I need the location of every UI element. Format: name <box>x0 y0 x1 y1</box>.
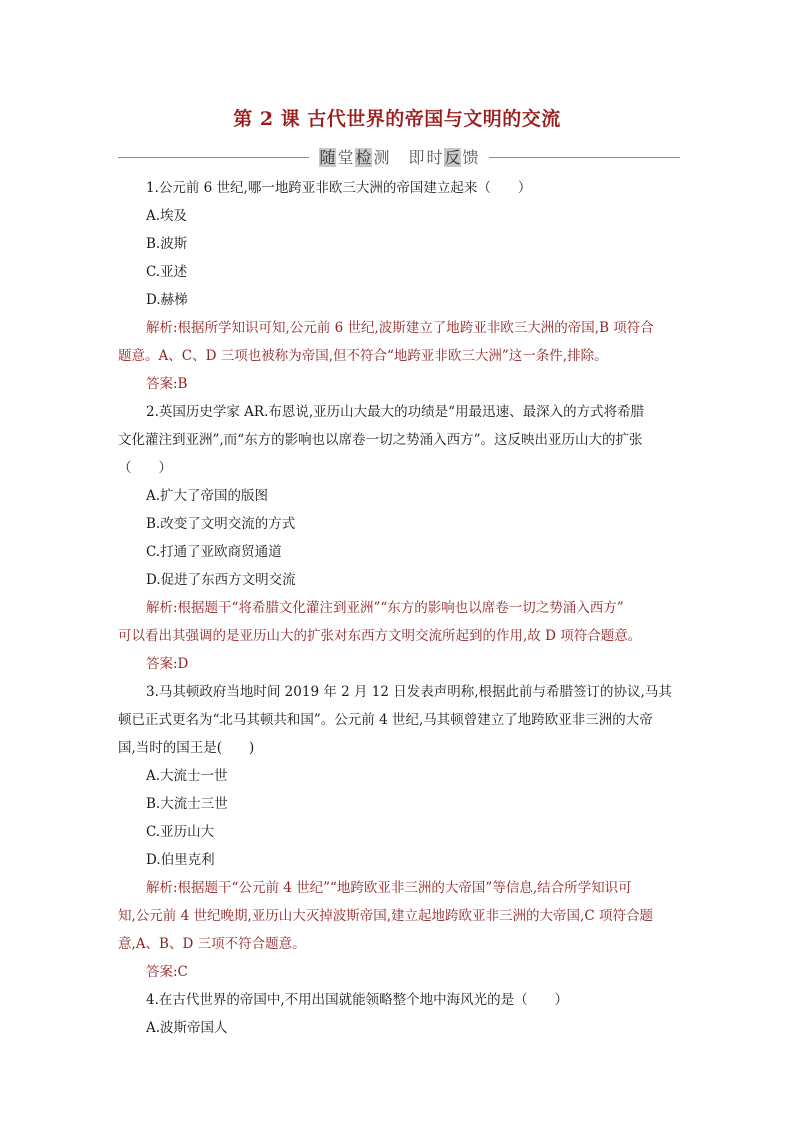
question-line: 3.马其顿政府当地时间 2019 年 2 月 12 日发表声明称,根据此前与希腊签订的协议,马其 <box>146 684 672 700</box>
option-line: A.大流士一世 <box>146 768 228 784</box>
question-line: 顿已正式更名为“北马其顿共和国”。公元前 4 世纪,马其顿曾建立了地跨欧亚非三洲的大帝 <box>118 712 653 728</box>
banner-char: 随 <box>319 147 336 167</box>
option-line: B.改变了文明交流的方式 <box>146 516 296 532</box>
option-line: D.伯里克利 <box>146 852 215 868</box>
option-line: A.扩大了帝国的版图 <box>146 488 269 504</box>
banner-char: 测 <box>373 147 390 167</box>
explanation-line: 解析:根据题干“公元前 4 世纪”“地跨欧亚非三洲的大帝国”等信息,结合所学知识可 <box>146 880 632 896</box>
question-line: （ ） <box>118 460 172 476</box>
answer-line: 答案:D <box>146 656 189 672</box>
option-line: D.促进了东西方文明交流 <box>146 572 296 588</box>
explanation-line: 解析:根据所学知识可知,公元前 6 世纪,波斯建立了地跨亚非欧三大洲的帝国,B 项符合 <box>146 320 654 336</box>
question-line: 国,当时的国王是( ) <box>118 740 255 756</box>
question-line: 文化灌注到亚洲”,而“东方的影响也以席卷一切之势涌入西方”。这反映出亚历山大的扩张 <box>118 432 643 448</box>
explanation-line: 解析:根据题干“将希腊文化灌注到亚洲”“东方的影响也以席卷一切之势涌入西方” <box>146 600 624 616</box>
question-line: 1.公元前 6 世纪,哪一地跨亚非欧三大洲的帝国建立起来（ ） <box>146 180 532 196</box>
banner-text <box>319 148 479 167</box>
banner-char: 馈 <box>462 147 479 167</box>
answer-line: 答案:B <box>146 376 188 392</box>
banner-char: 堂 <box>337 147 354 167</box>
option-line: A.波斯帝国人 <box>146 1020 228 1036</box>
banner-char: 反 <box>444 147 461 167</box>
banner-char: 时 <box>426 147 443 167</box>
banner-group-feedback <box>408 148 479 167</box>
explanation-line: 可以看出其强调的是亚历山大的扩张对东西方文明交流所起到的作用,故 D 项符合题意。 <box>118 628 642 644</box>
banner-group-check <box>319 148 390 167</box>
answer-line: 答案:C <box>146 964 188 980</box>
question-line: 4.在古代世界的帝国中,不用出国就能领略整个地中海风光的是（ ） <box>146 992 569 1008</box>
option-line: C.亚历山大 <box>146 824 215 840</box>
banner-rule-right <box>489 157 680 158</box>
question-line: 2.英国历史学家 AR.布恩说,亚历山大最大的功绩是“用最迅速、最深入的方式将希腊 <box>146 404 645 420</box>
lesson-title: 第 2 课 古代世界的帝国与文明的交流 <box>233 108 561 130</box>
option-line: C.亚述 <box>146 264 188 280</box>
explanation-line: 知,公元前 4 世纪晚期,亚历山大灭掉波斯帝国,建立起地跨欧亚非三洲的大帝国,C 项符合题 <box>118 908 653 924</box>
banner-char: 检 <box>355 147 372 167</box>
option-line: B.大流士三世 <box>146 796 228 812</box>
section-banner <box>118 146 680 168</box>
explanation-line: 题意。A、C、D 三项也被称为帝国,但不符合“地跨亚非欧三大洲”这一条件,排除。 <box>118 348 608 364</box>
banner-rule-left <box>118 157 309 158</box>
explanation-line: 意,A、B、D 三项不符合题意。 <box>118 936 306 952</box>
option-line: B.波斯 <box>146 236 188 252</box>
option-line: C.打通了亚欧商贸通道 <box>146 544 282 560</box>
option-line: D.赫梯 <box>146 292 188 308</box>
option-line: A.埃及 <box>146 208 188 224</box>
banner-char: 即 <box>408 147 425 167</box>
